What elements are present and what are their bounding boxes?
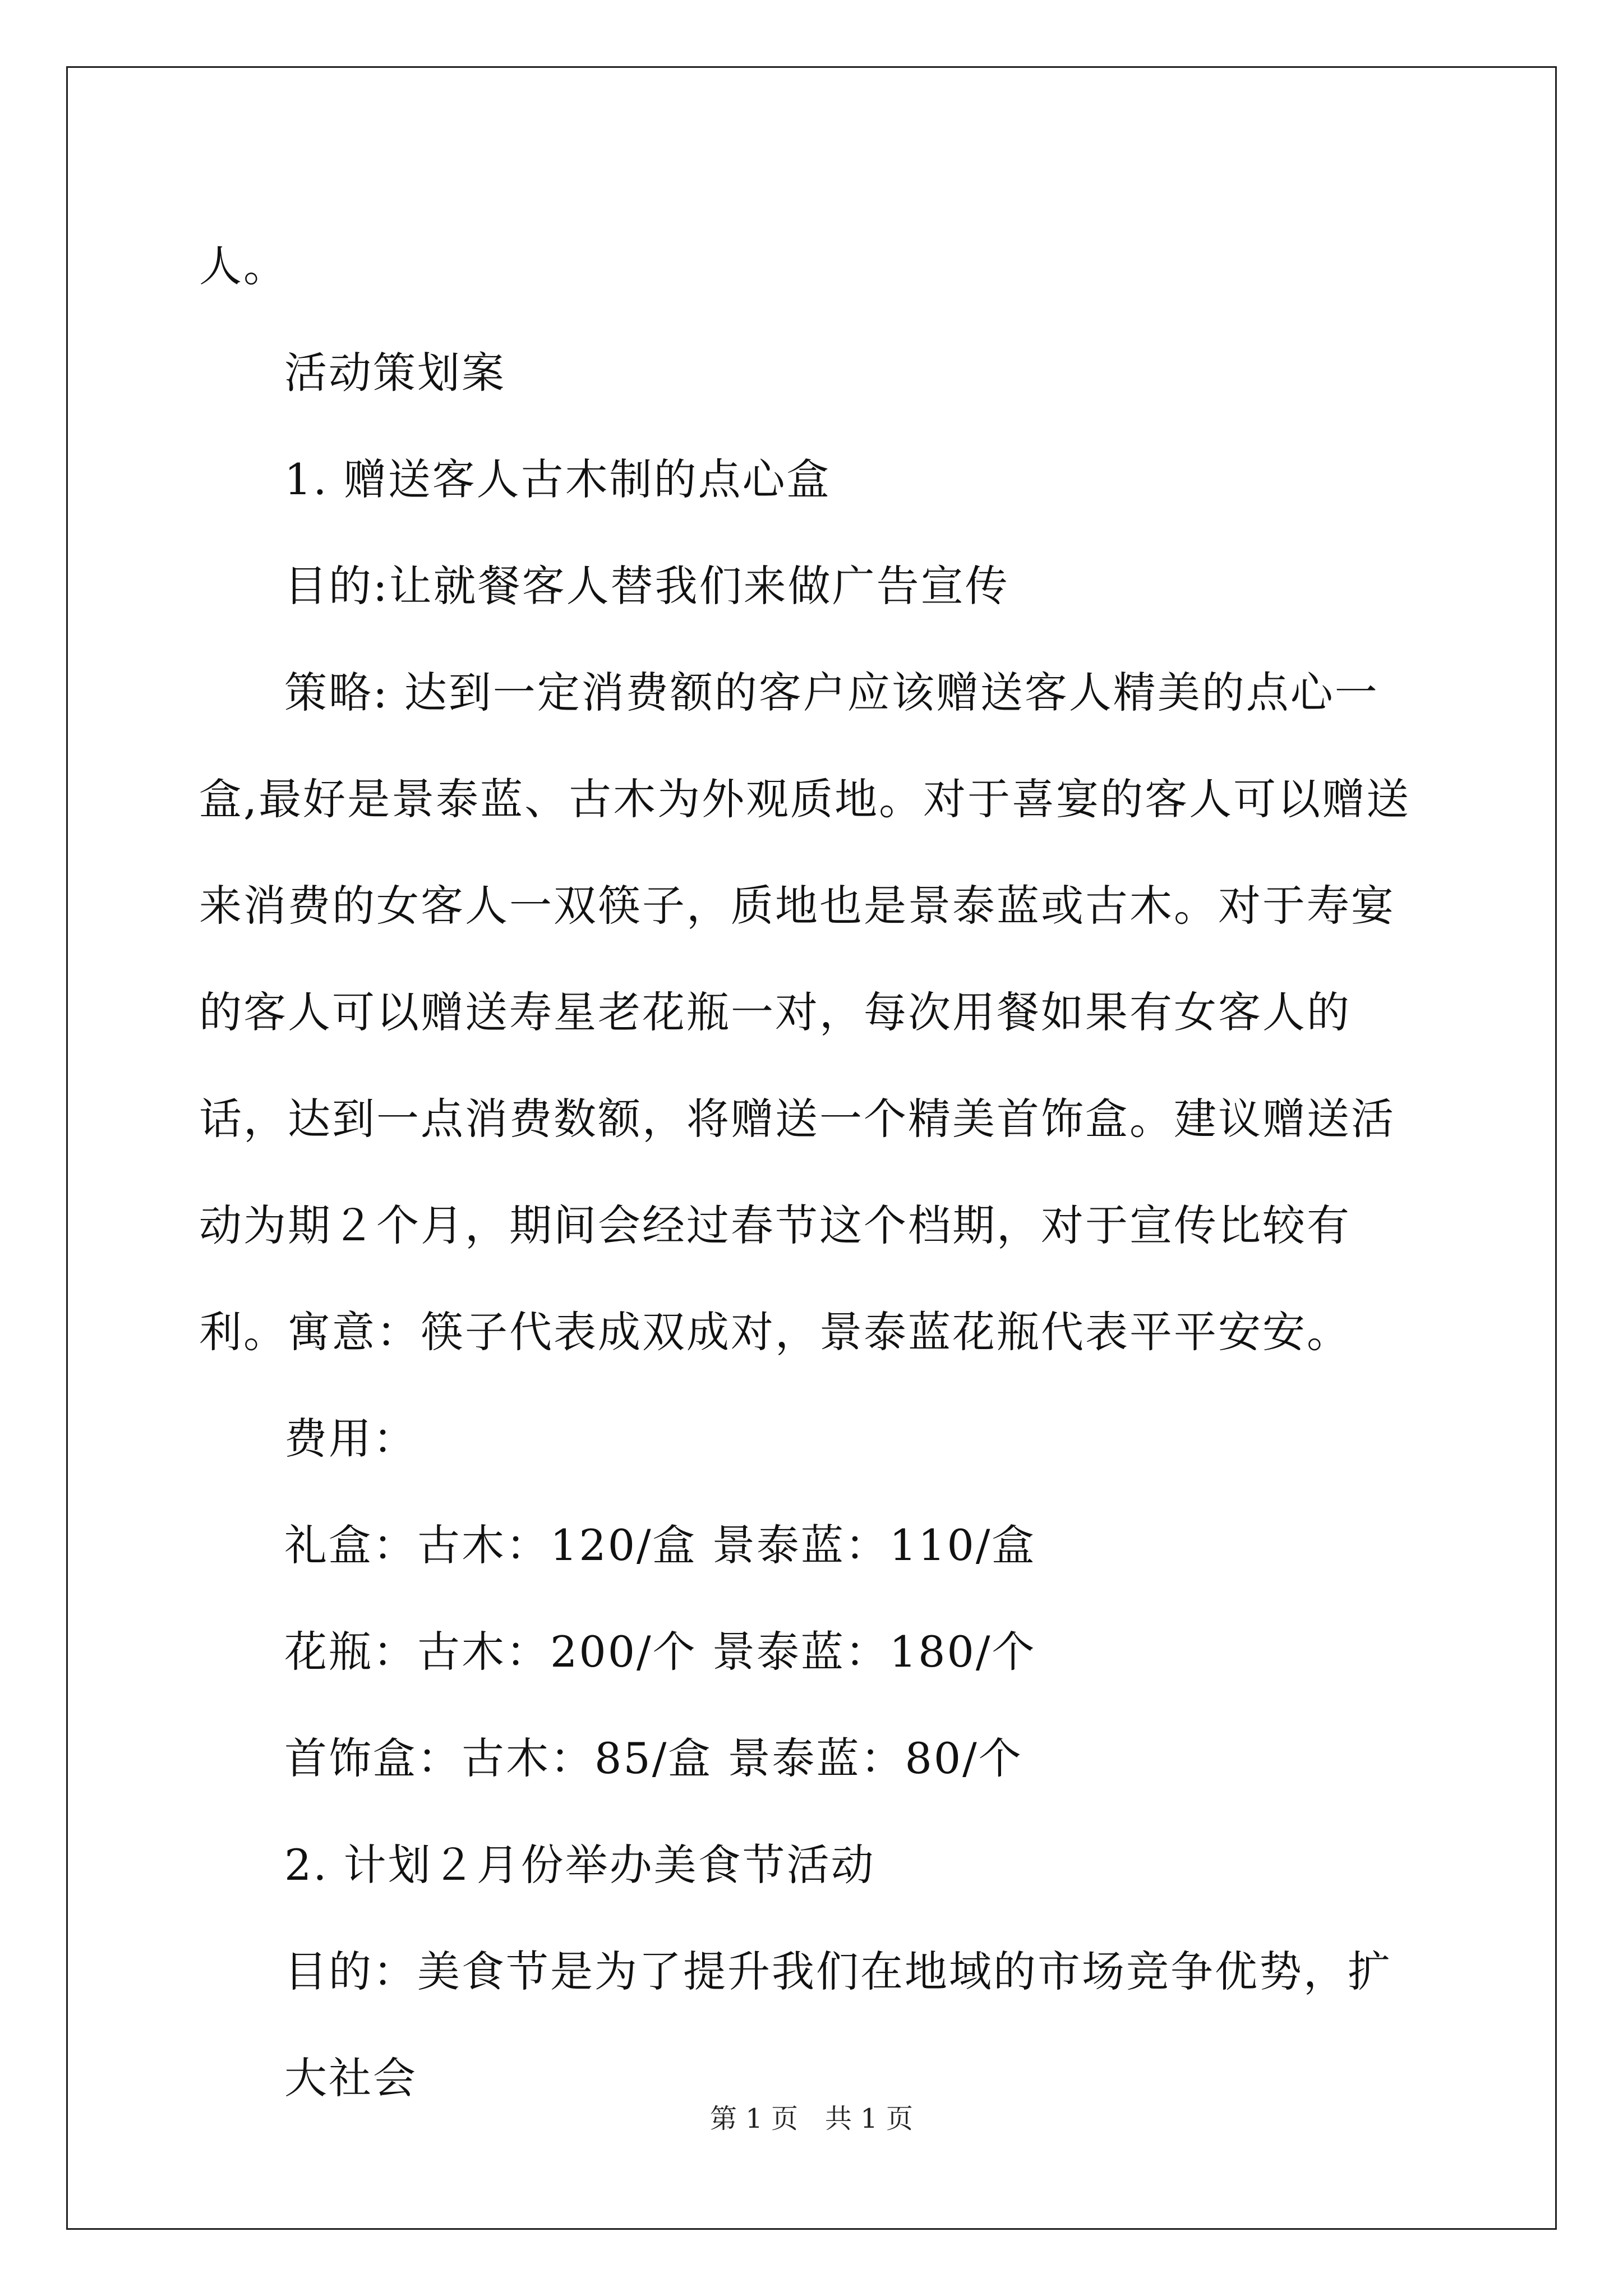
cost-vase: 花瓶：古木：200/个 景泰蓝：180/个 [284, 1627, 1036, 1677]
item-1-strategy: 策略: 达到一定消费额的客户应该赠送客人精美的点心一盒,最好是景泰蓝、古木为外观质地。对于喜宴的客人可以赠送来消费的女客人一双筷子，质地也是景泰蓝或古木。对于寿宴的客人可以赠送寿星老花瓶一对，每次用餐如果有女客人的话，达到一点消费数额，将赠送一个精美首饰盒。建议赠送活动为期２个月，期间会经过春节这个档期，对于宣传比较有利。寓意：筷子代表成双成对，景泰蓝花瓶代表平平安安。 [199, 668, 1411, 1357]
item-2-heading: 2. 计划２月份举办美食节活动 [284, 1840, 875, 1890]
page-number-footer: 第 1 页 共 1 页 [709, 2103, 914, 2134]
section-title: 活动策划案 [284, 348, 506, 398]
item-1-purpose: 目的:让就餐客人替我们来做广告宣传 [284, 561, 1009, 611]
cost-heading: 费用： [284, 1414, 417, 1464]
document-body [199, 213, 1433, 2132]
paragraph-continuation: 人。 [199, 241, 288, 291]
item-1-heading: 1. 赠送客人古木制的点心盒 [284, 454, 831, 504]
cost-jewelry-box: 首饰盒：古木：85/盒 景泰蓝：80/个 [284, 1733, 1023, 1783]
item-2-purpose: 目的：美食节是为了提升我们在地域的市场竞争优势，扩大社会 [284, 1947, 1392, 2103]
cost-gift-box: 礼盒：古木：120/盒 景泰蓝：110/盒 [284, 1520, 1036, 1570]
